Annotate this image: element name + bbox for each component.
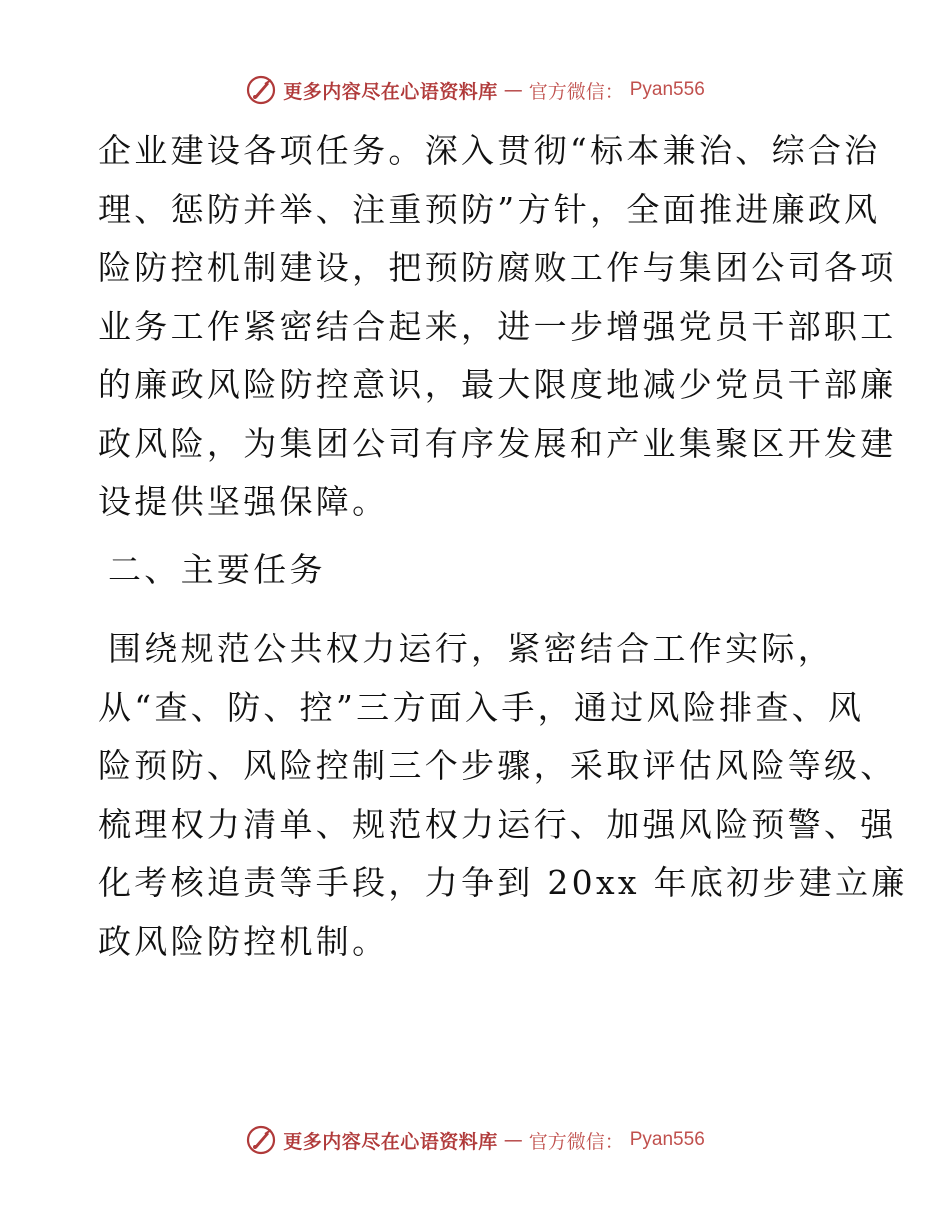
paragraph-2-line: 梳理权力清单、规范权力运行、加强风险预警、强 (98, 804, 897, 844)
paragraph-2-line: 化考核追责等手段，力争到 20xx 年底初步建立廉 (98, 863, 908, 902)
paragraph-1-line: 的廉政风险防控意识，最大限度地减少党员干部廉 (98, 365, 897, 404)
paragraph-2-text (98, 620, 908, 971)
section-heading: 二、主要任务 (108, 550, 326, 589)
paragraph-1-line: 企业建设各项任务。深入贯彻“标本兼治、综合治 (98, 131, 881, 170)
paragraph-1 (98, 122, 897, 532)
watermark-dash: — (503, 79, 523, 101)
paragraph-2-line: 围绕规范公共权力运行，紧密结合工作实际， (108, 629, 834, 668)
feather-pen-logo-icon (245, 74, 277, 106)
paragraph-2-line: 险预防、风险控制三个步骤，采取评估风险等级、 (98, 746, 897, 785)
watermark-contact-label: 官方微信： (528, 1130, 624, 1153)
watermark-brand-text: 更多内容尽在心语资料库 (283, 80, 498, 103)
watermark-contact-id: Pyan556 (629, 1129, 705, 1150)
paragraph-1-line: 理、惩防并举、注重预防”方针，全面推进廉政风 (98, 189, 881, 229)
paragraph-1-line: 政风险，为集团公司有序发展和产业集聚区开发建 (98, 423, 897, 463)
watermark-contact-label: 官方微信： (528, 80, 624, 103)
paragraph-1-line: 险防控机制建设，把预防腐败工作与集团公司各项 (98, 248, 897, 287)
watermark-dash: — (503, 1129, 523, 1151)
watermark-contact-id: Pyan556 (629, 79, 705, 100)
paragraph-1-text (98, 122, 897, 532)
paragraph-2-line: 政风险防控机制。 (98, 921, 389, 961)
paragraph-1-line: 业务工作紧密结合起来，进一步增强党员干部职工 (98, 306, 897, 346)
header-watermark (0, 70, 950, 110)
watermark-brand-text: 更多内容尽在心语资料库 (283, 1130, 498, 1153)
paragraph-2-line: 从“查、防、控”三方面入手，通过风险排查、风 (98, 687, 865, 727)
footer-watermark (0, 1120, 950, 1160)
paragraph-2 (98, 620, 908, 971)
paragraph-1-line: 设提供坚强保障。 (98, 482, 389, 521)
feather-pen-logo-icon (245, 1124, 277, 1156)
